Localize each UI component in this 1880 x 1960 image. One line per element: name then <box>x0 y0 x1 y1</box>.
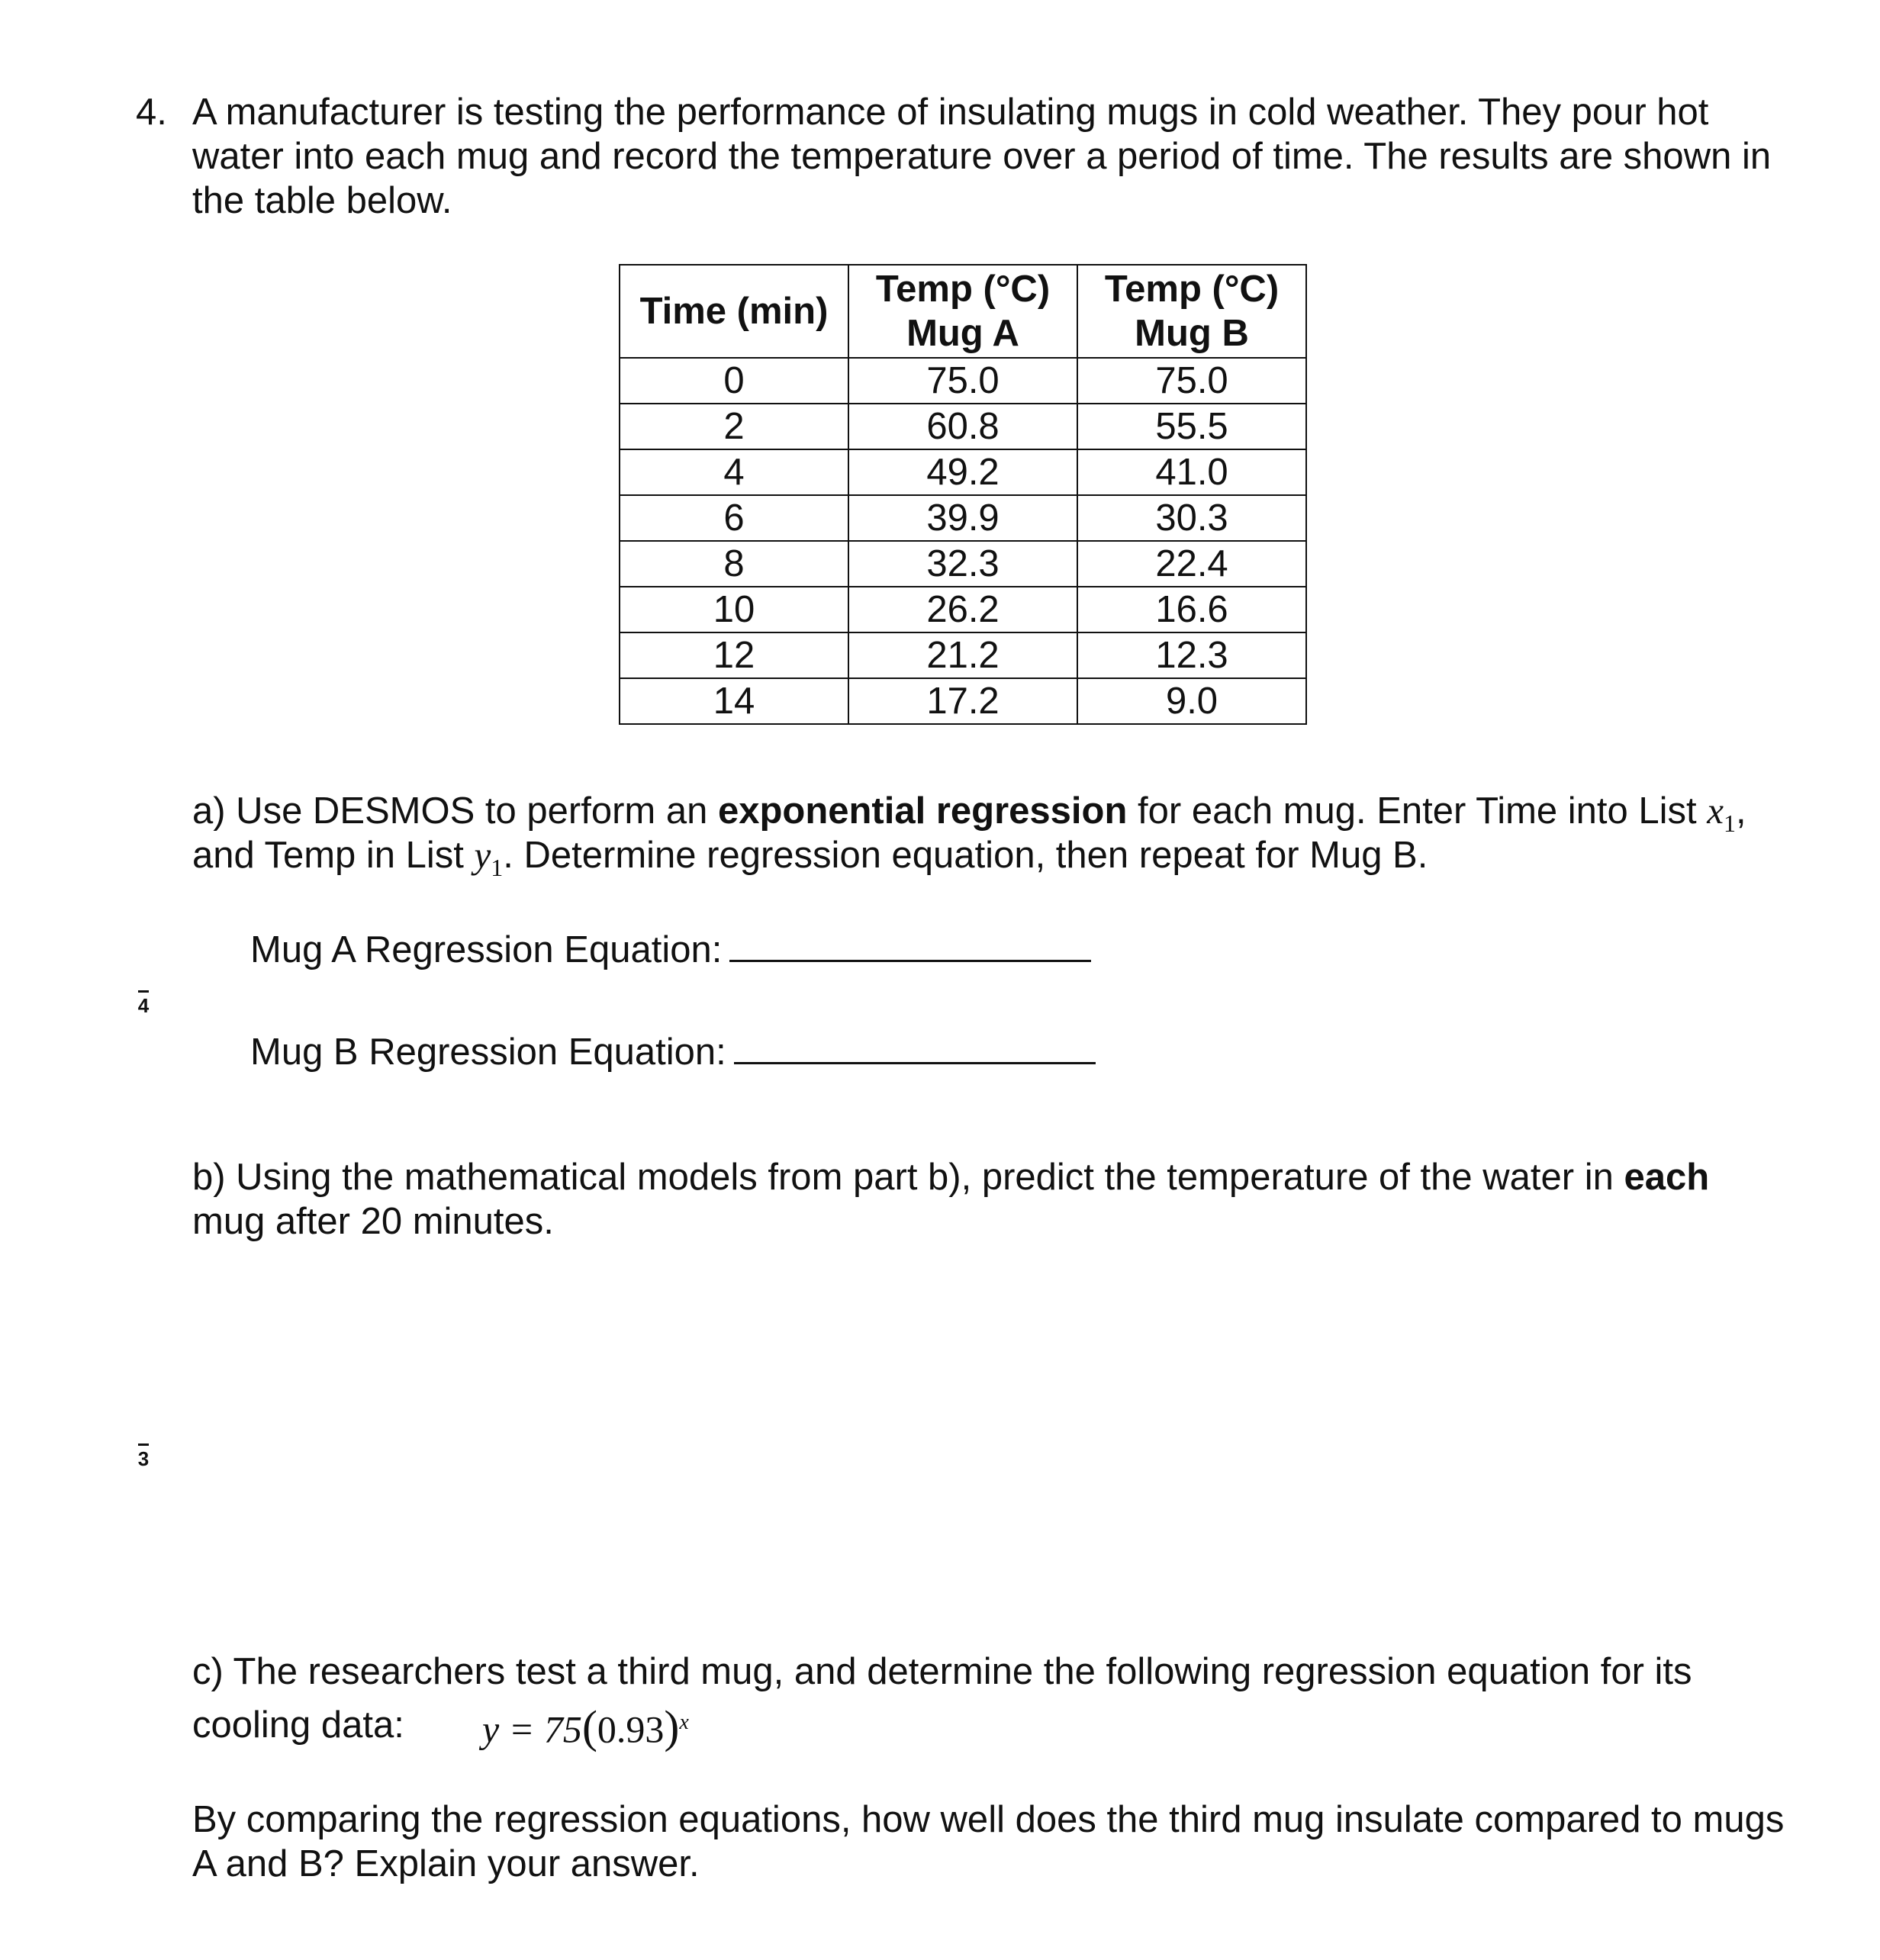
var-x <box>1707 790 1736 837</box>
regression-equation <box>482 1698 689 1754</box>
margin-mark-4 <box>136 990 151 1017</box>
cell-time: 0 <box>620 358 848 404</box>
part-c-line-1: c) The researchers test a third mug, and determine the following regression equation for its <box>192 1651 1692 1692</box>
cell-mug-b: 9.0 <box>1077 678 1306 724</box>
cell-time: 6 <box>620 495 848 541</box>
cell-time: 4 <box>620 449 848 495</box>
part-a-line-1 <box>192 789 1746 837</box>
header-mug-a-line1: Temp (°C) <box>875 269 1051 310</box>
cell-mug-a: 49.2 <box>848 449 1077 495</box>
mug-b-answer-blank[interactable] <box>734 1022 1096 1064</box>
equation-open-paren: ( <box>581 1701 597 1752</box>
temperature-table <box>619 264 1307 725</box>
mug-a-equation-label: Mug A Regression Equation: <box>250 929 723 970</box>
margin-mark-4-label: 4 <box>137 994 150 1017</box>
part-c-question: By comparing the regression equations, how well does the third mug insulate compared to mugs A and B? Explain your answer. <box>192 1799 1785 1884</box>
cell-mug-b: 30.3 <box>1077 495 1306 541</box>
cell-mug-a: 17.2 <box>848 678 1077 724</box>
cell-mug-b: 16.6 <box>1077 587 1306 632</box>
cell-mug-a: 32.3 <box>848 541 1077 587</box>
cell-mug-b: 55.5 <box>1077 404 1306 449</box>
cell-mug-a: 21.2 <box>848 632 1077 678</box>
part-b-line-2: mug after 20 minutes. <box>192 1201 554 1242</box>
table-header-row <box>620 265 1306 358</box>
header-mug-b-line2: Mug B <box>1135 313 1249 354</box>
equation-lhs: y = 75 <box>482 1707 582 1751</box>
margin-mark-bar <box>138 1443 149 1446</box>
part-a-bold: exponential regression <box>717 790 1128 832</box>
cell-mug-a: 39.9 <box>848 495 1077 541</box>
var-y <box>474 834 504 881</box>
cell-time: 2 <box>620 404 848 449</box>
header-time <box>620 265 848 358</box>
cell-mug-a: 26.2 <box>848 587 1077 632</box>
part-a-text-4: and Temp in List <box>192 835 475 876</box>
question-number: 4. <box>136 92 167 133</box>
part-a-line-2 <box>192 833 1428 881</box>
part-a-text-1: a) Use DESMOS to perform an <box>192 790 718 832</box>
cell-time: 12 <box>620 632 848 678</box>
question-intro: A manufacturer is testing the performance of insulating mugs in cold weather. They pour hot water into each mug and record the temperature over a period of time. The results are shown in the table below. <box>192 92 1772 221</box>
equation-exponent: x <box>679 1711 689 1734</box>
cell-mug-b: 75.0 <box>1077 358 1306 404</box>
table-row <box>620 495 1306 541</box>
equation-close-paren: ) <box>664 1701 680 1752</box>
mug-a-equation-row <box>250 920 1091 972</box>
table-row <box>620 404 1306 449</box>
cell-time: 14 <box>620 678 848 724</box>
part-b-line-1 <box>192 1155 1709 1199</box>
cell-mug-b: 12.3 <box>1077 632 1306 678</box>
header-mug-a <box>848 265 1077 358</box>
header-mug-b-line1: Temp (°C) <box>1104 269 1280 310</box>
part-b-text-1: b) Using the mathematical models from part b), predict the temperature of the water in <box>192 1157 1624 1198</box>
table-row <box>620 358 1306 404</box>
header-time-label: Time (min) <box>639 291 829 332</box>
part-a-text-2: for each mug. Enter Time into List <box>1127 790 1708 832</box>
header-mug-a-line2: Mug A <box>906 313 1019 354</box>
cell-mug-b: 22.4 <box>1077 541 1306 587</box>
cell-time: 8 <box>620 541 848 587</box>
header-mug-b <box>1077 265 1306 358</box>
cell-mug-b: 41.0 <box>1077 449 1306 495</box>
cell-time: 10 <box>620 587 848 632</box>
table-row <box>620 541 1306 587</box>
part-c-line-2: cooling data: <box>192 1704 404 1746</box>
margin-mark-3 <box>136 1443 151 1470</box>
table-row <box>620 678 1306 724</box>
part-a-text-3: , <box>1736 790 1746 832</box>
table-row <box>620 449 1306 495</box>
cell-mug-a: 60.8 <box>848 404 1077 449</box>
table-row <box>620 587 1306 632</box>
var-y-letter: y <box>474 834 491 876</box>
margin-mark-bar <box>138 990 149 993</box>
var-y-sub: 1 <box>491 853 504 881</box>
margin-mark-3-label: 3 <box>137 1447 150 1470</box>
cell-mug-a: 75.0 <box>848 358 1077 404</box>
mug-a-answer-blank[interactable] <box>729 920 1091 962</box>
part-b-bold: each <box>1624 1157 1710 1198</box>
table-row <box>620 632 1306 678</box>
var-x-sub: 1 <box>1724 809 1736 837</box>
equation-base: 0.93 <box>597 1707 665 1751</box>
mug-b-equation-row <box>250 1022 1096 1074</box>
mug-b-equation-label: Mug B Regression Equation: <box>250 1031 726 1073</box>
part-a-text-5: . Determine regression equation, then repeat for Mug B. <box>503 835 1428 876</box>
var-x-letter: x <box>1707 790 1724 832</box>
